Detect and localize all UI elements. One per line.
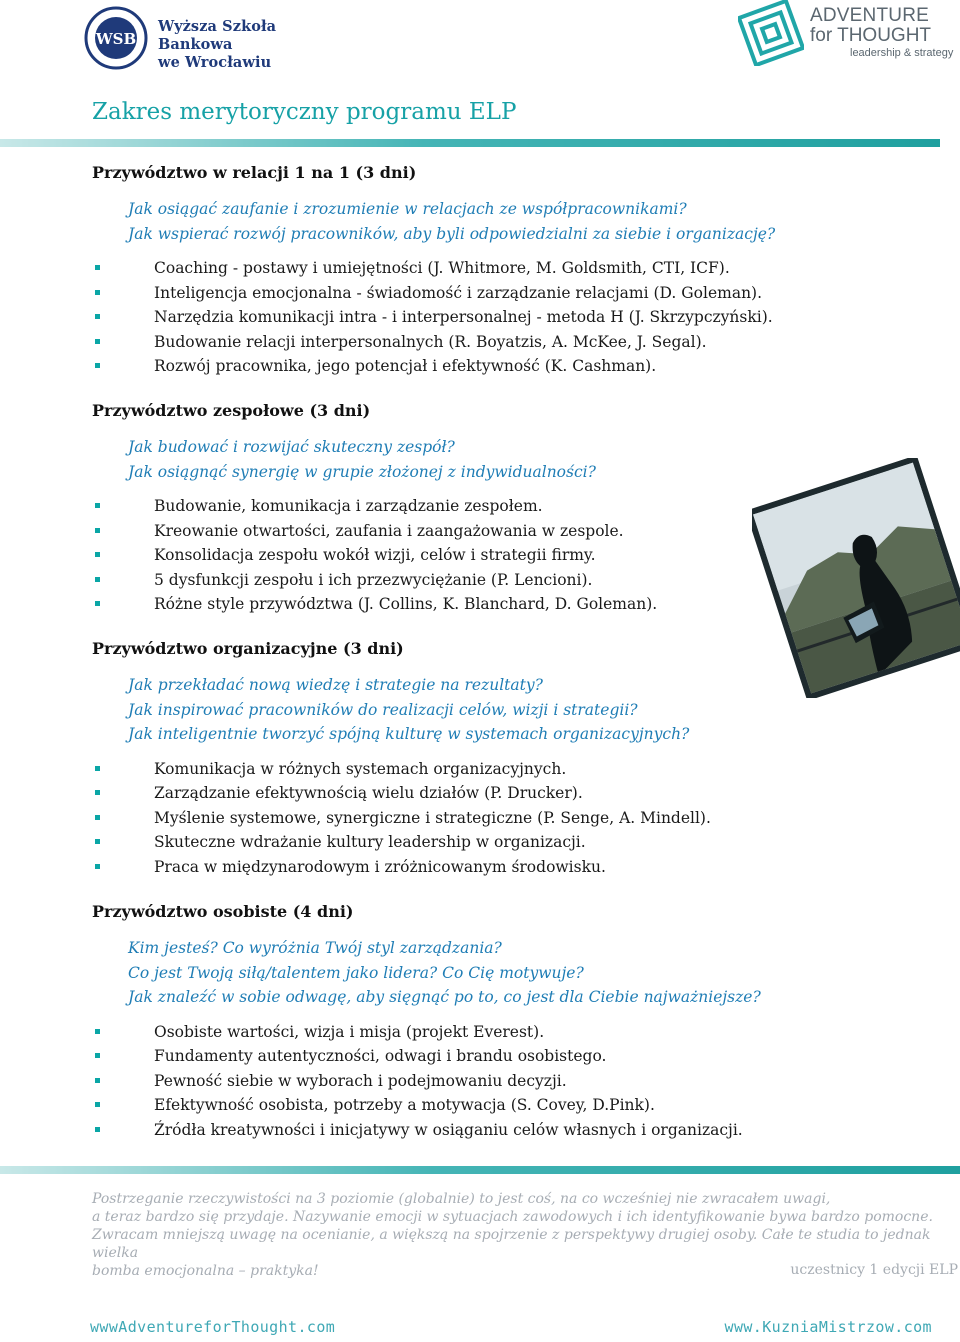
bullet-square-icon: [95, 528, 100, 533]
wsb-name-line2: we Wrocławiu: [158, 54, 272, 71]
wsb-name-line1: Wyższa Szkoła Bankowa: [158, 18, 277, 53]
bullet-square-icon: [95, 1078, 100, 1083]
bottom-divider: [0, 1166, 960, 1174]
section-organizational: [92, 639, 952, 879]
section-personal: [92, 902, 952, 1142]
bullet-list: [92, 757, 952, 880]
list-item: Różne style przywództwa (J. Collins, K. Blanchard, D. Goleman).: [92, 592, 952, 617]
list-item: Efektywność osobista, potrzeby a motywacja (S. Covey, D.Pink).: [92, 1093, 952, 1118]
list-item: Skuteczne wdrażanie kultury leadership w organizacji.: [92, 830, 952, 855]
question: Jak budować i rozwijać skuteczny zespół?: [128, 438, 455, 456]
list-item: Źródła kreatywności i inicjatywy w osiąganiu celów własnych i organizacji.: [92, 1118, 952, 1143]
section-heading: Przywództwo organizacyjne (3 dni): [92, 639, 404, 658]
question: Jak wspierać rozwój pracowników, aby byli odpowiedzialni za siebie i organizację?: [128, 224, 776, 243]
question: Jak inspirować pracowników do realizacji celów, wizji i strategii?: [128, 700, 638, 719]
list-item: Inteligencja emocjonalna - świadomość i zarządzanie relacjami (D. Goleman).: [92, 281, 952, 306]
quote-line: bomba emocjonalna – praktyka!: [92, 1263, 319, 1279]
list-item: Rozwój pracownika, jego potencjał i efektywność (K. Cashman).: [92, 354, 952, 379]
question: Co jest Twoją siłą/talentem jako lidera? Co Cię motywuje?: [128, 963, 584, 982]
list-item: Budowanie relacji interpersonalnych (R. Boyatzis, A. McKee, J. Segal).: [92, 330, 952, 355]
bullet-square-icon: [95, 839, 100, 844]
question: Kim jesteś? Co wyróżnia Twój styl zarządzania?: [128, 939, 502, 957]
bullet-square-icon: [95, 577, 100, 582]
list-item: Pewność siebie w wyborach i podejmowaniu decyzji.: [92, 1069, 952, 1094]
wsb-seal-text: WSB: [95, 30, 137, 48]
list-item: Fundamenty autentyczności, odwagi i brandu osobistego.: [92, 1044, 952, 1069]
bullet-square-icon: [95, 339, 100, 344]
section-questions: [128, 673, 952, 747]
page-title: Zakres merytoryczny programu ELP: [92, 99, 517, 125]
list-item: Osobiste wartości, wizja i misja (projekt Everest).: [92, 1020, 952, 1045]
bullet-square-icon: [95, 1053, 100, 1058]
list-item: Narzędzia komunikacji intra - i interpersonalnej - metoda H (J. Skrzypczyński).: [92, 305, 952, 330]
bullet-list: [92, 1020, 952, 1143]
list-item: Komunikacja w różnych systemach organizacyjnych.: [92, 757, 952, 782]
bullet-square-icon: [95, 1127, 100, 1132]
aft-wordmark: [810, 6, 953, 60]
list-item: Coaching - postawy i umiejętności (J. Whitmore, M. Goldsmith, CTI, ICF).: [92, 256, 952, 281]
bullet-square-icon: [95, 815, 100, 820]
question: Jak znaleźć w sobie odwagę, aby sięgnąć po to, co jest dla Ciebie najważniejsze?: [128, 988, 761, 1006]
bullet-square-icon: [95, 790, 100, 795]
footer-link-kuznia[interactable]: www.KuzniaMistrzow.com: [724, 1318, 932, 1336]
question: Jak osiągnąć synergię w grupie złożonej z indywidualności?: [128, 462, 596, 481]
bullet-square-icon: [95, 601, 100, 606]
footer-link-adventure[interactable]: wwwAdventureforThought.com: [90, 1318, 336, 1336]
top-divider: [0, 139, 940, 147]
bullet-list: [92, 256, 952, 379]
adventure-for-thought-logo: [738, 0, 960, 72]
wsb-logo: [84, 6, 334, 70]
bullet-square-icon: [95, 1029, 100, 1034]
square-spiral-icon: [738, 0, 804, 66]
bullet-square-icon: [95, 290, 100, 295]
list-item: Konsolidacja zespołu wokół wizji, celów i strategii firmy.: [92, 543, 952, 568]
question: Jak inteligentnie tworzyć spójną kulturę w systemach organizacyjnych?: [128, 725, 690, 743]
section-one-on-one: [92, 163, 952, 379]
question: Jak przekładać nową wiedzę i strategie na rezultaty?: [128, 676, 543, 694]
bullet-square-icon: [95, 265, 100, 270]
section-heading: Przywództwo w relacji 1 na 1 (3 dni): [92, 163, 417, 182]
list-item: Zarządzanie efektywnością wielu działów (P. Drucker).: [92, 781, 952, 806]
list-item: Budowanie, komunikacja i zarządzanie zespołem.: [92, 494, 952, 519]
wsb-seal-icon: [84, 6, 148, 70]
quote-line: Postrzeganie rzeczywistości na 3 poziomie (globalnie) to jest coś, na co wcześniej nie zwracałem uwagi,: [92, 1191, 831, 1207]
aft-line1: ADVENTURE: [810, 5, 929, 26]
aft-line2: for THOUGHT: [810, 25, 932, 46]
section-questions: [128, 936, 952, 1010]
aft-tagline: leadership & strategy: [850, 47, 954, 59]
bullet-square-icon: [95, 503, 100, 508]
list-item: Praca w międzynarodowym i zróżnicowanym środowisku.: [92, 855, 952, 880]
section-heading: Przywództwo zespołowe (3 dni): [92, 401, 371, 420]
bullet-square-icon: [95, 552, 100, 557]
question: Jak osiągać zaufanie i zrozumienie w relacjach ze współpracownikami?: [128, 200, 687, 218]
quote-attribution: uczestnicy 1 edycji ELP: [790, 1262, 958, 1278]
quote-line: a teraz bardzo się przydaje. Nazywanie emocji w sytuacjach zawodowych i ich identyfikowanie bywa bardzo pomocne.: [92, 1209, 933, 1225]
bullet-square-icon: [95, 363, 100, 368]
bullet-square-icon: [95, 314, 100, 319]
section-questions: [128, 197, 952, 246]
list-item: Myślenie systemowe, synergiczne i strategiczne (P. Senge, A. Mindell).: [92, 806, 952, 831]
bullet-square-icon: [95, 864, 100, 869]
list-item: Kreowanie otwartości, zaufania i zaangażowania w zespole.: [92, 519, 952, 544]
wsb-name: [158, 18, 334, 72]
list-item: 5 dysfunkcji zespołu i ich przezwyciężanie (P. Lencioni).: [92, 568, 952, 593]
bullet-square-icon: [95, 766, 100, 771]
bullet-square-icon: [95, 1102, 100, 1107]
quote-line: Zwracam mniejszą uwagę na ocenianie, a większą na spojrzenie z perspektywy drugiej osoby. Całe te studia to jednak wielka: [92, 1227, 931, 1261]
section-heading: Przywództwo osobiste (4 dni): [92, 902, 354, 921]
